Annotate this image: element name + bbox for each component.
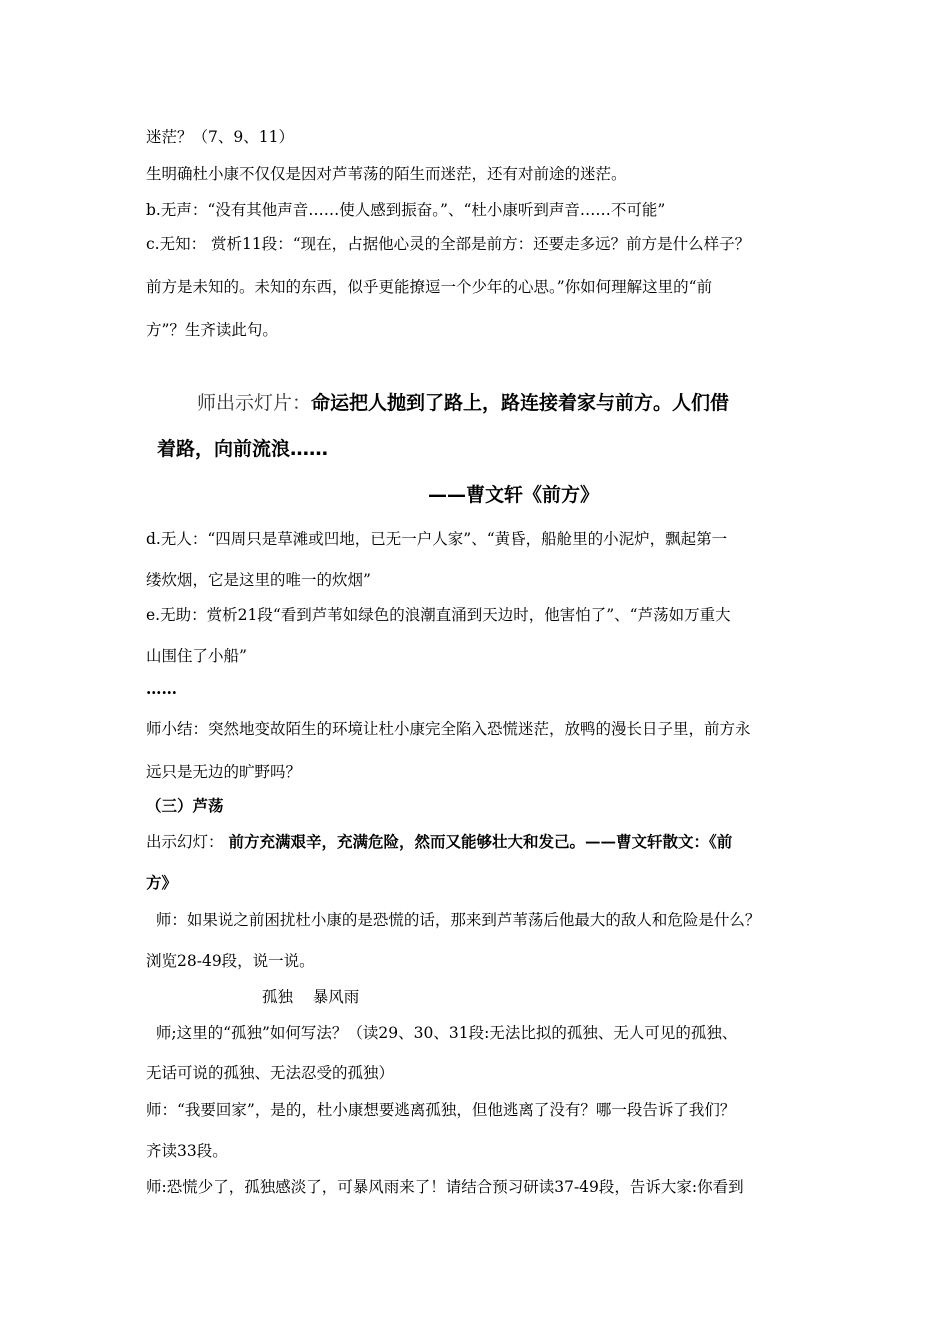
text-line: 前方是未知的。未知的东西，似乎更能撩逗一个少年的心思。”你如何理解这里的“前 <box>146 278 713 296</box>
slide-lead: 师出示灯片： <box>197 392 312 414</box>
text-line: 远只是无边的旷野吗？ <box>146 763 302 781</box>
slide-quote-line-2: 着路，向前流浪…… <box>157 438 329 460</box>
keywords-line: 孤独 暴风雨 <box>262 988 360 1006</box>
slide-label: 出示幻灯： <box>146 833 229 851</box>
text-line: 浏览28-49段，说一说。 <box>146 952 315 970</box>
text-line: 师:恐慌少了，孤独感淡了，可暴风雨来了！请结合预习研读37-49段，告诉大家:你看到 <box>146 1178 744 1196</box>
text-line: 山围住了小船” <box>146 647 247 665</box>
text-line: 方》 <box>146 873 178 892</box>
text-line: 迷茫？（7、9、11） <box>146 128 294 146</box>
section-heading: （三）芦荡 <box>146 796 224 815</box>
text-line: 师：如果说之前困扰杜小康的是恐慌的话，那来到芦苇荡后他最大的敌人和危险是什么？ <box>146 911 761 929</box>
slide-line <box>146 832 732 852</box>
ellipsis-line: …… <box>146 679 177 698</box>
text-line: 无话可说的孤独、无法忍受的孤独） <box>146 1064 395 1082</box>
text-line: 师：“我要回家”，是的，杜小康想要逃离孤独，但他逃离了没有？哪一段告诉了我们？ <box>146 1101 736 1119</box>
text-line: c.无知： 赏析11段：“现在，占据他心灵的全部是前方：还要走多远？前方是什么样子？ <box>146 235 751 253</box>
text-line: e.无助：赏析21段“看到芦苇如绿色的浪潮直涌到天边时，他害怕了”、“芦荡如万重大 <box>146 606 731 624</box>
text-line: 方”？生齐读此句。 <box>146 321 278 339</box>
slide-quote-source: ——曹文轩《前方》 <box>428 484 600 506</box>
slide-quote-text: 命运把人抛到了路上，路连接着家与前方。人们借 <box>311 392 730 414</box>
slide-quote: 前方充满艰辛，充满危险，然而又能够壮大和发己。——曹文轩散文：《前 <box>228 832 733 851</box>
text-line: 师小结：突然地变故陌生的环境让杜小康完全陷入恐慌迷茫，放鸭的漫长日子里，前方永 <box>146 720 751 738</box>
slide-quote-line-1 <box>197 391 729 415</box>
text-line: b.无声：“没有其他声音……使人感到振奋。”、“杜小康听到声音……不可能” <box>146 201 666 219</box>
text-line: 生明确杜小康不仅仅是因对芦苇荡的陌生而迷茫，还有对前途的迷茫。 <box>146 165 627 183</box>
text-line: 齐读33段。 <box>146 1142 228 1160</box>
text-line: d.无人：“四周只是草滩或凹地，已无一户人家”、“黄昏，船舱里的小泥炉，飘起第一 <box>146 530 728 548</box>
text-line: 缕炊烟，它是这里的唯一的炊烟” <box>146 571 371 589</box>
text-line: 师;这里的“孤独”如何写法？（读29、30、31段:无法比拟的孤独、无人可见的孤独、 <box>146 1024 738 1042</box>
